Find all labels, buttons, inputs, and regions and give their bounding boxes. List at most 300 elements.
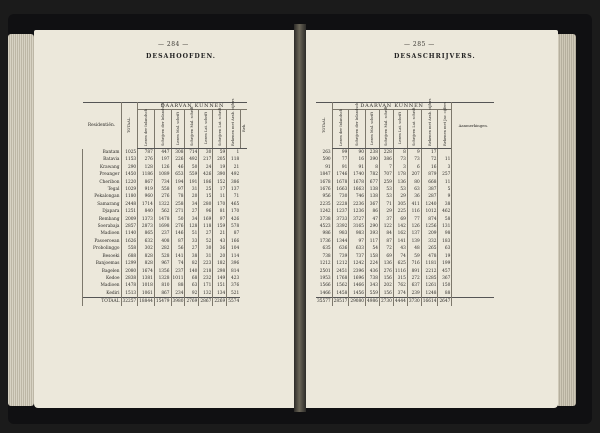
table-cell: 30 xyxy=(199,245,213,252)
table-cell: 258 xyxy=(171,201,185,208)
table-cell: 59 xyxy=(213,149,227,157)
column-header-label: Schrijven der Inlandsch xyxy=(160,102,165,146)
table-cell: 1458 xyxy=(332,290,349,298)
table-cell: 21 xyxy=(227,164,240,171)
table-cell: 714 xyxy=(185,149,199,157)
table-cell: 734 xyxy=(154,179,171,186)
table-cell: 1478 xyxy=(121,282,138,289)
table-row xyxy=(316,282,494,289)
table-row xyxy=(316,179,494,186)
table-cell: 72 xyxy=(421,156,438,163)
table-cell: 737 xyxy=(349,253,366,260)
table-row xyxy=(316,164,494,171)
table-row xyxy=(316,149,494,157)
table-cell: 162 xyxy=(393,230,407,237)
table-cell: 1242 xyxy=(319,209,331,215)
table-cell: 226 xyxy=(171,156,185,163)
table-cell: 919 xyxy=(138,186,155,193)
table-cell: 343 xyxy=(366,282,380,289)
table-cell: 828 xyxy=(138,260,155,267)
table-cell: 151 xyxy=(213,282,227,289)
table-cell: 1328 xyxy=(154,275,171,282)
table-cell: 36 xyxy=(213,245,227,252)
table-row xyxy=(83,186,247,193)
table-cell: 186 xyxy=(199,179,213,186)
table-cell: 1180 xyxy=(121,193,138,200)
table-cell: 169 xyxy=(199,216,213,223)
table-row xyxy=(316,260,494,267)
table-cell: 17 xyxy=(421,149,438,157)
table-cell: 171 xyxy=(199,282,213,289)
table-cell: 1140 xyxy=(121,230,138,237)
table-cell: 31 xyxy=(185,186,199,193)
book-gutter xyxy=(294,24,306,412)
table-cell: 140 xyxy=(185,268,199,275)
total-cell: 15479 xyxy=(155,299,170,305)
table-cell: 37 xyxy=(379,216,393,223)
table-cell: 34 xyxy=(185,201,199,208)
table-cell: 1736 xyxy=(319,238,331,244)
table-cell: 1746 xyxy=(332,171,349,178)
table-cell: 8 xyxy=(366,164,380,171)
table-cell: 150 xyxy=(438,282,452,289)
total-cell: 2269 xyxy=(214,299,226,305)
table-cell: 1478 xyxy=(154,216,171,223)
table-cell: 956 xyxy=(322,194,331,200)
table-cell: 77 xyxy=(407,216,421,223)
table-row xyxy=(83,275,247,282)
table-cell: 63 xyxy=(185,282,199,289)
table-cell: 1236 xyxy=(349,208,366,215)
table-cell: 1663 xyxy=(349,186,366,193)
table-cell: 1381 xyxy=(138,275,155,282)
table-cell: 19 xyxy=(438,253,452,260)
table-cell: 960 xyxy=(138,193,155,200)
table-cell: 688 xyxy=(121,253,138,260)
table-cell: 986 xyxy=(322,231,331,237)
total-cell: 2867 xyxy=(200,299,212,305)
total-cell: 3980 xyxy=(172,299,184,305)
table-cell: 178 xyxy=(393,171,407,178)
table-cell: 205 xyxy=(213,156,227,163)
table-cell: 31 xyxy=(199,253,213,260)
total-row xyxy=(83,298,247,306)
table-cell: 137 xyxy=(227,186,240,193)
table-cell: 1285 xyxy=(421,275,438,282)
table-cell: 1698 xyxy=(154,223,171,230)
table-cell: 272 xyxy=(407,275,421,282)
remarks-cell xyxy=(452,298,495,306)
remarks-cell xyxy=(452,193,495,200)
column-header xyxy=(213,107,227,149)
table-cell: 376 xyxy=(227,282,240,289)
table-cell: 9 xyxy=(407,149,421,157)
table-cell: 1029 xyxy=(121,186,138,193)
table-cell: 97 xyxy=(349,238,366,245)
table-cell: 374 xyxy=(393,290,407,298)
column-header: TOTAAL. xyxy=(121,103,138,149)
column-header xyxy=(393,110,407,149)
table-cell: 879 xyxy=(421,171,438,178)
total-cell: 4444 xyxy=(394,299,406,305)
table-cell: 223 xyxy=(199,260,213,267)
residency-name: Pekalongan xyxy=(83,193,122,200)
table-cell: 183 xyxy=(438,238,452,245)
residency-name: Banjoemas xyxy=(83,260,122,267)
table-row xyxy=(83,290,247,298)
residency-name: Soerabaja xyxy=(83,223,122,230)
remarks-cell xyxy=(452,260,495,267)
table-cell: 138 xyxy=(366,193,380,200)
table-cell: 1181 xyxy=(421,260,438,267)
table-cell: 128 xyxy=(185,223,199,230)
table-cell: 716 xyxy=(407,260,421,267)
table-cell: 1220 xyxy=(121,179,138,186)
column-header-label: Schrijven Mal. schrift xyxy=(384,106,389,146)
table-cell: 3392 xyxy=(332,223,349,230)
table-cell: 2228 xyxy=(332,201,349,208)
table-cell: 393 xyxy=(366,230,380,237)
table-cell: 653 xyxy=(171,171,185,178)
table-cell: 27 xyxy=(185,245,199,252)
table-cell: 92 xyxy=(185,290,199,298)
left-page-title: DESAHOOFDEN. xyxy=(146,53,216,60)
residency-name: Samarang xyxy=(83,201,122,208)
column-header xyxy=(227,98,240,149)
table-cell: 1678 xyxy=(349,179,366,186)
column-header xyxy=(154,102,171,149)
table-cell: 1566 xyxy=(319,283,331,289)
table-cell: 558 xyxy=(154,186,171,193)
table-cell: 136 xyxy=(393,179,407,186)
table-cell: 138 xyxy=(366,186,380,193)
table-cell: 50 xyxy=(171,216,185,223)
table-cell: 636 xyxy=(332,245,349,252)
column-header-label: Lezen Lat. schrift xyxy=(398,111,403,145)
table-cell: 118 xyxy=(199,223,213,230)
table-cell: 2501 xyxy=(319,268,331,274)
table-cell: 259 xyxy=(379,179,393,186)
table-cell: 91 xyxy=(325,164,331,170)
table-cell: 668 xyxy=(421,179,438,186)
table-cell: 91 xyxy=(349,164,366,171)
table-cell: 68 xyxy=(185,275,199,282)
residency-name: Madioen xyxy=(83,282,122,289)
table-cell: 1237 xyxy=(332,208,349,215)
table-cell: 290 xyxy=(121,164,138,171)
table-cell: 1678 xyxy=(332,179,349,186)
table-cell: 86 xyxy=(366,208,380,215)
table-row xyxy=(83,230,247,237)
table-cell: 224 xyxy=(366,260,380,267)
table-cell: 97 xyxy=(213,216,227,223)
table-cell: 874 xyxy=(421,216,438,223)
table-cell: 50 xyxy=(185,164,199,171)
table-cell: 1953 xyxy=(319,275,331,281)
table-cell: 72 xyxy=(379,245,393,252)
table-cell: 2838 xyxy=(121,275,138,282)
table-cell: 386 xyxy=(379,156,393,163)
column-header xyxy=(379,106,393,149)
table-cell: 78 xyxy=(171,193,185,200)
table-cell: 1678 xyxy=(319,179,331,185)
table-row xyxy=(83,201,247,208)
table-cell: 298 xyxy=(213,268,227,275)
table-cell: 69 xyxy=(379,253,393,260)
total-row xyxy=(316,298,494,306)
table-cell: 87 xyxy=(171,238,185,245)
table-cell: 891 xyxy=(407,268,421,275)
table-cell: 122 xyxy=(379,223,393,230)
table-cell: 276 xyxy=(379,268,393,275)
table-cell: 237 xyxy=(171,268,185,275)
table-cell: 56 xyxy=(171,245,185,252)
table-cell: 408 xyxy=(154,238,171,245)
residency-name: Madioen xyxy=(83,230,122,237)
table-cell: 88 xyxy=(171,282,185,289)
table-cell: 73 xyxy=(407,156,421,163)
table-cell: 426 xyxy=(227,216,240,223)
table-cell: 867 xyxy=(138,179,155,186)
table-cell: 1025 xyxy=(121,149,138,157)
table-row xyxy=(316,186,494,193)
table-row xyxy=(83,179,247,186)
table-cell: 1663 xyxy=(332,186,349,193)
remarks-cell xyxy=(452,253,495,260)
table-cell: 983 xyxy=(349,230,366,237)
total-label: TOTAAL xyxy=(83,298,122,306)
table-cell: 1344 xyxy=(332,238,349,245)
table-cell: 53 xyxy=(379,186,393,193)
table-cell: 20 xyxy=(213,253,227,260)
table-cell: 967 xyxy=(154,260,171,267)
remarks-cell xyxy=(452,201,495,208)
table-cell: 69 xyxy=(393,216,407,223)
column-header-label: Schrijven Lat. schrift xyxy=(217,107,222,146)
table-cell: 625 xyxy=(393,260,407,267)
table-cell: 170 xyxy=(227,208,240,215)
table-cell: 1018 xyxy=(138,282,155,289)
table-cell: 1116 xyxy=(394,268,406,274)
residency-name: Besoeki xyxy=(83,253,122,260)
total-cell: 35577 xyxy=(317,299,331,305)
table-cell: 1089 xyxy=(154,171,171,178)
residency-name: Bagelen xyxy=(83,268,122,275)
table-cell: 828 xyxy=(138,253,155,260)
residency-name: Pasoeroean xyxy=(83,238,122,245)
table-cell: 29 xyxy=(393,193,407,200)
table-cell: 276 xyxy=(138,156,155,163)
table-cell: 983 xyxy=(332,230,349,237)
table-cell: 34 xyxy=(185,216,199,223)
table-cell: 156 xyxy=(379,290,393,298)
table-row xyxy=(83,156,247,163)
table-cell: 386 xyxy=(227,179,240,186)
table-cell: 6 xyxy=(407,164,421,171)
table-cell: 1 xyxy=(227,149,240,157)
table-cell xyxy=(438,149,452,157)
table-cell: 131 xyxy=(438,223,452,230)
table-cell: 2448 xyxy=(121,201,138,208)
column-header-label: Lezen Lat. schrift xyxy=(203,111,208,145)
table-cell: 390 xyxy=(366,156,380,163)
table-cell: 239 xyxy=(407,290,421,298)
table-cell: 390 xyxy=(213,171,227,178)
table-row xyxy=(316,156,494,163)
table-cell: 1212 xyxy=(332,260,349,267)
table-row xyxy=(316,216,494,223)
table-cell: 9 xyxy=(438,193,452,200)
table-cell: 91 xyxy=(332,164,349,171)
residency-name: Cheribon xyxy=(83,179,122,186)
table-cell: 423 xyxy=(227,275,240,282)
table-cell: 1248 xyxy=(421,290,438,298)
table-cell: 43 xyxy=(213,238,227,245)
table-cell: 782 xyxy=(366,171,380,178)
table-cell: 99 xyxy=(332,149,349,157)
table-cell: 58 xyxy=(438,216,452,223)
total-cell: 18844 xyxy=(139,299,153,305)
table-cell: 2235 xyxy=(319,201,331,207)
table-cell: 11 xyxy=(213,193,227,200)
table-cell: 63 xyxy=(407,186,421,193)
table-cell: 47 xyxy=(366,216,380,223)
table-cell: 635 xyxy=(322,246,331,252)
total-cell: 29080 xyxy=(350,299,365,305)
table-cell: 170 xyxy=(213,201,227,208)
table-cell: 98 xyxy=(438,230,452,237)
column-header-label: Rekenen met Jav. cijfers xyxy=(442,102,447,146)
table-cell: 2236 xyxy=(349,201,366,208)
table-cell: 126 xyxy=(154,164,171,171)
table-cell: 132 xyxy=(199,290,213,298)
table-cell: 16 xyxy=(421,164,438,171)
table-cell: 71 xyxy=(379,201,393,208)
table-cell: 305 xyxy=(393,201,407,208)
table-row xyxy=(316,253,494,260)
table-cell: 3738 xyxy=(319,216,331,222)
table-cell: 411 xyxy=(407,201,421,208)
table-cell: 114 xyxy=(227,253,240,260)
column-header xyxy=(199,110,213,149)
table-cell: 11 xyxy=(438,156,452,163)
residency-name: Djapara xyxy=(83,208,122,215)
table-cell: 465 xyxy=(227,201,240,208)
table-cell: 156 xyxy=(379,275,393,282)
table-cell: 462 xyxy=(438,208,452,215)
table-cell: 27 xyxy=(185,208,199,215)
table-cell: 117 xyxy=(366,238,380,245)
table-cell: 1322 xyxy=(154,201,171,208)
table-cell: 1456 xyxy=(349,290,366,298)
table-cell: 280 xyxy=(199,201,213,208)
column-header xyxy=(138,110,155,149)
table-cell: 302 xyxy=(138,245,155,252)
table-cell: 51 xyxy=(185,230,199,237)
table-cell: 332 xyxy=(421,238,438,245)
table-cell: 1153 xyxy=(121,156,138,163)
row-label-header: Residentiën. xyxy=(87,123,116,129)
table-cell: 53 xyxy=(393,186,407,193)
table-row xyxy=(316,275,494,282)
remarks-cell xyxy=(452,275,495,282)
table-cell: 46 xyxy=(171,164,185,171)
table-row xyxy=(83,149,247,157)
table-cell: 1513 xyxy=(121,290,138,298)
table-cell: 282 xyxy=(154,245,171,252)
column-header xyxy=(421,98,438,149)
table-cell: 59 xyxy=(407,253,421,260)
table-cell: 137 xyxy=(407,230,421,237)
table-cell: 30 xyxy=(199,149,213,157)
remarks-cell xyxy=(452,223,495,230)
column-header xyxy=(349,102,366,149)
table-cell: 2080 xyxy=(121,268,138,275)
table-cell: 88 xyxy=(438,290,452,298)
table-cell: 116 xyxy=(407,208,421,215)
table-cell: 81 xyxy=(213,208,227,215)
table-row xyxy=(316,208,494,215)
table-row xyxy=(316,238,494,245)
table-cell: 141 xyxy=(393,238,407,245)
table-row xyxy=(316,290,494,298)
column-header xyxy=(366,110,380,149)
table-cell: 590 xyxy=(322,157,331,163)
table-cell: 1011 xyxy=(172,275,184,281)
table-cell: 810 xyxy=(154,282,171,289)
table-cell: 558 xyxy=(121,245,138,252)
total-cell: 3730 xyxy=(408,299,420,305)
table-cell: 17 xyxy=(213,186,227,193)
column-header-label: Schrijven Mal. schrift xyxy=(189,106,194,146)
table-cell: 1240 xyxy=(421,201,438,208)
table-row xyxy=(83,164,247,171)
table-cell: 1251 xyxy=(121,208,138,215)
table-cell: 149 xyxy=(213,275,227,282)
total-cell: 2769 xyxy=(186,299,198,305)
table-cell: 77 xyxy=(332,156,349,163)
table-cell: 53 xyxy=(379,193,393,200)
table-cell: 1356 xyxy=(154,268,171,275)
table-cell: 20 xyxy=(185,193,199,200)
table-cell: 865 xyxy=(138,230,155,237)
table-cell: 16 xyxy=(349,156,366,163)
table-cell: 54 xyxy=(366,245,380,252)
table-cell: 762 xyxy=(393,282,407,289)
right-page-title: DESASCHRIJVERS. xyxy=(394,53,476,60)
table-cell: 194 xyxy=(171,179,185,186)
table-cell: 139 xyxy=(407,238,421,245)
table-cell: 48 xyxy=(407,245,421,252)
table-cell: 142 xyxy=(393,223,407,230)
table-cell: 1714 xyxy=(138,201,155,208)
table-cell: 276 xyxy=(154,193,171,200)
table-cell: 234 xyxy=(171,290,185,298)
table-cell: 207 xyxy=(407,171,421,178)
column-header-label: Schrijven Lat. schrift xyxy=(412,107,417,146)
table-cell: 867 xyxy=(154,290,171,298)
table-cell: 52 xyxy=(199,238,213,245)
column-header-label: Rekenen met Arab. cijfers xyxy=(231,98,236,146)
remarks-cell xyxy=(452,282,495,289)
remarks-cell xyxy=(452,230,495,237)
left-page-edges xyxy=(8,34,34,406)
table-cell: 146 xyxy=(171,230,185,237)
table-row xyxy=(83,253,247,260)
table-cell: 87 xyxy=(227,230,240,237)
table-cell: 367 xyxy=(438,275,452,282)
table-cell: 707 xyxy=(379,171,393,178)
